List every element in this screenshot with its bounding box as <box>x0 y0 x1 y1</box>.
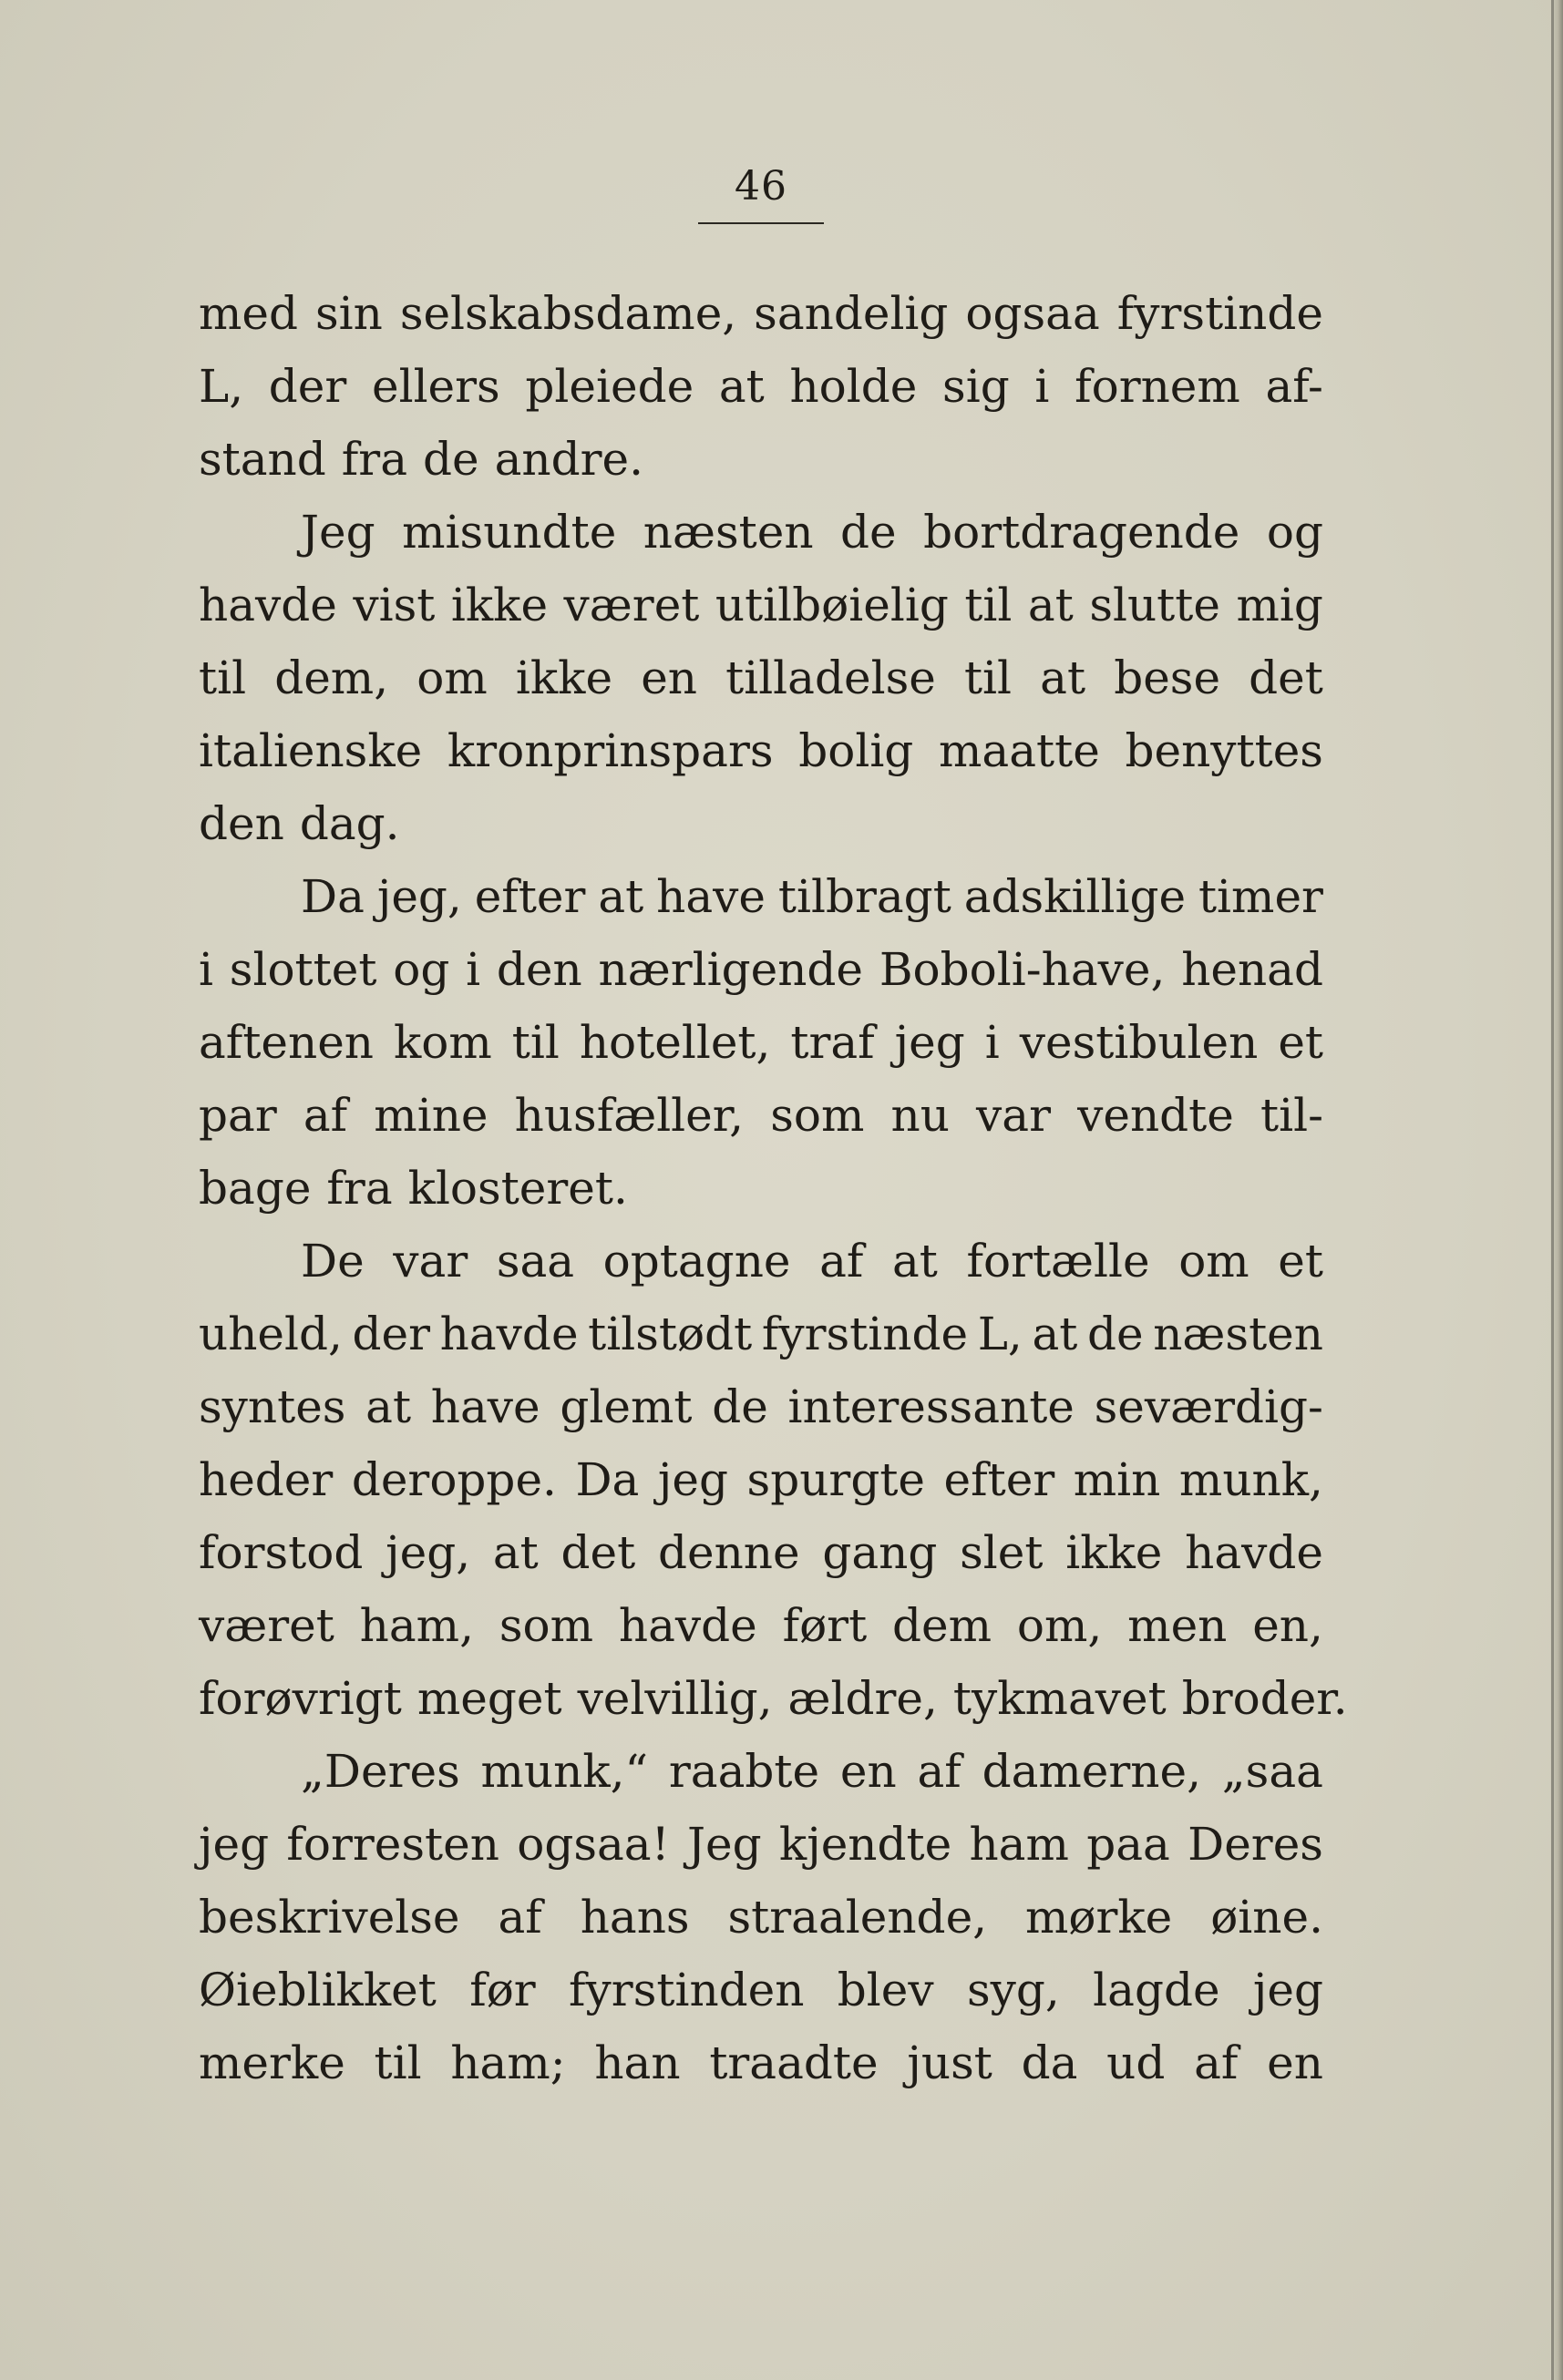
word: mig <box>1236 579 1323 631</box>
text-line <box>199 860 1323 933</box>
word: ham; <box>450 2036 566 2089</box>
word: Jeg <box>301 506 375 559</box>
word: Da <box>301 870 365 923</box>
word: seværdig- <box>1094 1380 1323 1433</box>
word: at <box>718 360 765 413</box>
word: havde <box>439 1308 579 1360</box>
word: i <box>1034 360 1050 413</box>
word: bese <box>1114 651 1221 704</box>
word: jeg <box>1252 1964 1323 2016</box>
word: merke <box>199 2036 345 2089</box>
word: forresten <box>286 1818 499 1871</box>
word: interessante <box>787 1380 1075 1433</box>
word: paa <box>1086 1818 1170 1871</box>
word: ført <box>782 1599 868 1652</box>
word: de <box>840 506 897 559</box>
word: just <box>907 2036 992 2089</box>
word: tilstødt <box>588 1308 753 1360</box>
word: var <box>976 1089 1052 1142</box>
word: de <box>1086 1308 1144 1360</box>
word: fra <box>326 1162 393 1215</box>
word: fyrstinde <box>1116 287 1323 340</box>
word: om, <box>1016 1599 1103 1652</box>
text-line <box>199 1152 1323 1225</box>
word: uheld, <box>199 1308 343 1360</box>
word: der <box>352 1308 431 1360</box>
text-line <box>199 277 1323 350</box>
word: at <box>891 1235 938 1287</box>
word: af <box>819 1235 864 1287</box>
word: De <box>301 1235 365 1287</box>
text-line <box>199 1662 1348 1735</box>
word: ud <box>1106 2036 1166 2089</box>
word: optagne <box>602 1235 791 1287</box>
word: bolig <box>798 724 914 777</box>
word: ikke <box>450 579 549 631</box>
word: at <box>1032 1308 1078 1360</box>
word: husfæller, <box>514 1089 745 1142</box>
word: en <box>1267 2036 1323 2089</box>
word: af <box>303 1089 348 1142</box>
word: sandelig <box>754 287 949 340</box>
word: min <box>1073 1453 1161 1506</box>
word: de <box>712 1380 768 1433</box>
word: jeg, <box>376 870 462 923</box>
text-line <box>199 1516 1323 1589</box>
text-line <box>199 423 1323 496</box>
text-line <box>199 569 1323 641</box>
word: raabte <box>668 1745 820 1798</box>
word: spurgte <box>746 1453 926 1506</box>
word: dag. <box>299 797 400 850</box>
word: jeg <box>657 1453 729 1506</box>
word: adskillige <box>963 870 1187 923</box>
word: i <box>199 943 213 996</box>
word: af- <box>1265 360 1323 413</box>
word: var <box>393 1235 468 1287</box>
word: om <box>416 651 488 704</box>
word: hans <box>580 1891 690 1944</box>
word: en <box>839 1745 897 1798</box>
word: af <box>1194 2036 1239 2089</box>
word: kom <box>393 1016 492 1069</box>
word: et <box>1278 1235 1323 1287</box>
text-line <box>199 1370 1323 1443</box>
word: Øieblikket <box>199 1964 437 2016</box>
word: vestibulen <box>1019 1016 1259 1069</box>
word: klosteret. <box>407 1162 628 1215</box>
word: tilbragt <box>777 870 951 923</box>
word: og <box>393 943 450 996</box>
page-edge-line <box>1551 0 1554 2380</box>
page-number: 46 <box>735 163 787 210</box>
word: bortdragende <box>923 506 1240 559</box>
word: fornem <box>1075 360 1240 413</box>
word: næsten <box>1153 1308 1323 1360</box>
word: til <box>511 1016 560 1069</box>
word: et <box>1278 1016 1323 1069</box>
text-line <box>199 1298 1323 1370</box>
word: at <box>598 870 644 923</box>
word: lagde <box>1093 1964 1220 2016</box>
word: havde <box>1185 1526 1323 1579</box>
text-line <box>199 1735 1323 1808</box>
word: stand <box>199 433 326 486</box>
word: i <box>984 1016 1000 1069</box>
word: været <box>199 1599 334 1652</box>
word: tykmavet <box>952 1672 1167 1725</box>
word: slottet <box>229 943 377 996</box>
word: den <box>199 797 284 850</box>
word: en, <box>1252 1599 1323 1652</box>
word: andre. <box>494 433 644 486</box>
text-line <box>199 1881 1323 1954</box>
word: som <box>499 1599 594 1652</box>
word: fortælle <box>966 1235 1150 1287</box>
word: beskrivelse <box>199 1891 460 1944</box>
word: med <box>199 287 299 340</box>
word: denne <box>657 1526 800 1579</box>
word: om <box>1178 1235 1249 1287</box>
word: tilladelse <box>725 651 936 704</box>
word: broder. <box>1181 1672 1348 1725</box>
word: nærligende <box>598 943 864 996</box>
word: munk,“ <box>480 1745 649 1798</box>
word: ældre, <box>787 1672 938 1725</box>
word: havde <box>618 1599 757 1652</box>
word: efter <box>943 1453 1055 1506</box>
word: fra <box>341 433 407 486</box>
word: til <box>374 2036 422 2089</box>
word: slet <box>960 1526 1044 1579</box>
word: selskabsdame, <box>399 287 737 340</box>
word: en <box>641 651 697 704</box>
word: benyttes <box>1125 724 1323 777</box>
word: „saa <box>1221 1745 1323 1798</box>
word: have <box>430 1380 540 1433</box>
text-line <box>199 1443 1323 1516</box>
word: glemt <box>560 1380 693 1433</box>
word: L, <box>199 360 244 413</box>
word: straalende, <box>727 1891 988 1944</box>
word: forstod <box>199 1526 364 1579</box>
text-line <box>199 641 1323 714</box>
text-line <box>199 933 1323 1006</box>
word: Jeg <box>686 1818 762 1871</box>
word: traf <box>790 1016 875 1069</box>
word: kronprinspars <box>447 724 774 777</box>
word: hotellet, <box>579 1016 771 1069</box>
word: Da <box>575 1453 640 1506</box>
text-line <box>199 350 1323 423</box>
word: det <box>560 1526 636 1579</box>
word: mine <box>374 1089 488 1142</box>
text-line <box>199 1006 1323 1079</box>
word: ogsaa! <box>517 1818 670 1871</box>
text-line <box>199 787 1323 860</box>
word: men <box>1127 1599 1228 1652</box>
text-line <box>199 1954 1323 2026</box>
word: traadte <box>709 2036 879 2089</box>
word: til <box>964 579 1013 631</box>
word: de <box>423 433 479 486</box>
word: aftenen <box>199 1016 374 1069</box>
word: misundte <box>402 506 617 559</box>
word: han <box>594 2036 681 2089</box>
word: Boboli-have, <box>879 943 1166 996</box>
text-line <box>199 1808 1323 1881</box>
word: syg, <box>966 1964 1060 2016</box>
word: ham, <box>359 1599 474 1652</box>
word: damerne, <box>982 1745 1201 1798</box>
word: utilbøielig <box>715 579 949 631</box>
word: jeg, <box>386 1526 471 1579</box>
word: at <box>492 1526 539 1579</box>
word: italienske <box>199 724 423 777</box>
word: saa <box>496 1235 575 1287</box>
word: heder <box>199 1453 334 1506</box>
word: maatte <box>939 724 1100 777</box>
text-line <box>199 714 1323 787</box>
word: deroppe. <box>351 1453 557 1506</box>
word: vist <box>353 579 436 631</box>
word: at <box>1027 579 1074 631</box>
word: jeg <box>894 1016 965 1069</box>
page-number-rule <box>698 222 824 224</box>
word: dem <box>892 1599 992 1652</box>
word: meget <box>416 1672 562 1725</box>
word: munk, <box>1178 1453 1323 1506</box>
word: det <box>1249 651 1323 704</box>
word: slutte <box>1089 579 1220 631</box>
word: vendte <box>1077 1089 1234 1142</box>
word: „Deres <box>301 1745 460 1798</box>
word: øine. <box>1210 1891 1323 1944</box>
word: ikke <box>515 651 613 704</box>
word: af <box>498 1891 542 1944</box>
word: sig <box>942 360 1010 413</box>
word: dem, <box>274 651 389 704</box>
word: syntes <box>199 1380 346 1433</box>
text-line <box>199 1079 1323 1152</box>
word: fyrstinden <box>569 1964 805 2016</box>
word: at <box>1040 651 1086 704</box>
word: Deres <box>1188 1818 1323 1871</box>
word: velvillig, <box>577 1672 773 1725</box>
word: have <box>656 870 766 923</box>
word: sin <box>314 287 383 340</box>
text-line <box>199 496 1323 569</box>
text-line <box>199 1225 1323 1298</box>
word: som <box>770 1089 865 1142</box>
word: ikke <box>1065 1526 1163 1579</box>
word: før <box>469 1964 536 2016</box>
word: i <box>466 943 481 996</box>
word: til- <box>1260 1089 1323 1142</box>
word: bage <box>199 1162 312 1215</box>
word: pleiede <box>525 360 694 413</box>
word: par <box>199 1089 277 1142</box>
word: nu <box>890 1089 950 1142</box>
word: jeg <box>199 1818 270 1871</box>
word: næsten <box>643 506 814 559</box>
word: til <box>963 651 1013 704</box>
word: forøvrigt <box>199 1672 402 1725</box>
word: der <box>268 360 347 413</box>
word: gang <box>822 1526 938 1579</box>
word: holde <box>789 360 918 413</box>
word: at <box>365 1380 412 1433</box>
word: fyrstinde <box>761 1308 969 1360</box>
word: ogsaa <box>965 287 1100 340</box>
word: timer <box>1198 870 1323 923</box>
text-line <box>199 1589 1323 1662</box>
word: af <box>917 1745 961 1798</box>
word: og <box>1266 506 1323 559</box>
word: været <box>563 579 700 631</box>
word: havde <box>199 579 337 631</box>
word: da <box>1021 2036 1078 2089</box>
body-text <box>199 277 1348 2099</box>
word: L, <box>977 1308 1023 1360</box>
word: henad <box>1181 943 1323 996</box>
word: den <box>496 943 582 996</box>
word: til <box>199 651 247 704</box>
word: ham <box>969 1818 1069 1871</box>
word: mørke <box>1024 1891 1173 1944</box>
word: blev <box>837 1964 934 2016</box>
text-line <box>199 2026 1323 2099</box>
word: efter <box>474 870 586 923</box>
word: kjendte <box>778 1818 952 1871</box>
word: ellers <box>371 360 500 413</box>
